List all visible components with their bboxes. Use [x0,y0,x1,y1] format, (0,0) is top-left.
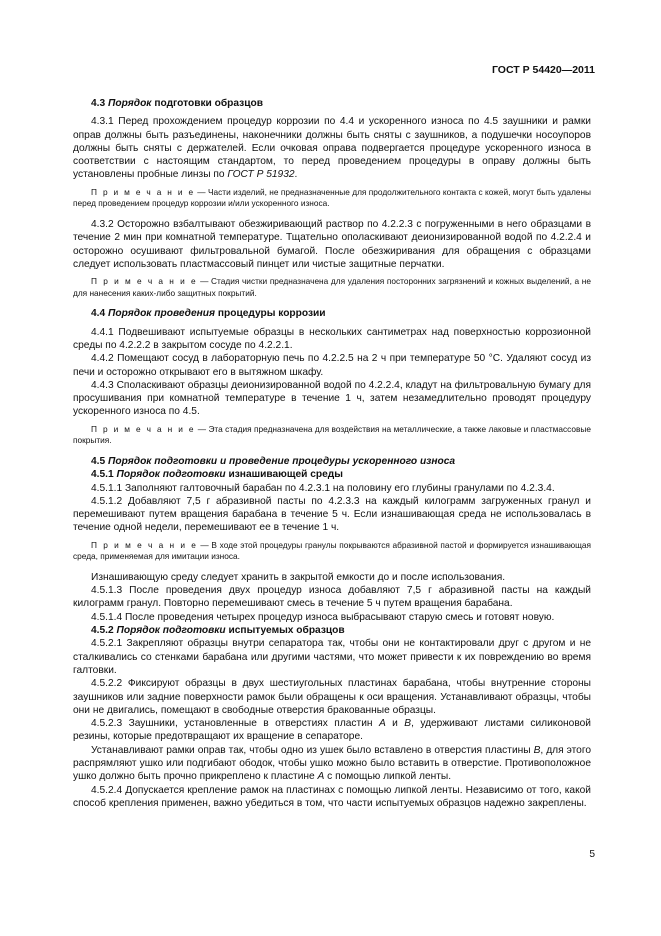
section-heading-4-4: 4.4 Порядок проведения процедуры коррозии [91,308,326,320]
paragraph-4-5-2-3: 4.5.2.3 Заушники, установленные в отверстиях пластин А и В, удерживают листами силиконовой резины, которые предотвращают их вращение в сепараторе. [73,718,591,743]
section-heading-4-5: 4.5 Порядок подготовки и проведение процедуры ускоренного износа [91,455,456,467]
paragraph-4-5-2-1: 4.5.2.1 Закрепляют образцы внутри сепаратора так, чтобы они не контактировали друг с другом и не сталкивались со стенками барабана или другими частями, что может привести к их повреждению во время галтовки. [73,638,591,676]
paragraph-4-5-1-2: 4.5.1.2 Добавляют 7,5 г абразивной пасты по 4.2.3.3 на каждый килограмм загруженных гранул и перемешивают путем вращения барабана в течение 5 ч. Если изнашивающая среда не использовалась в течение одной недели, перемешивают ее в течение 1 ч. [73,495,591,534]
standard-reference: ГОСТ Р 51932 [227,169,295,181]
paragraph-4-4-3: 4.4.3 Споласкивают образцы деионизированной водой по 4.2.2.4, кладут на фильтровальную бумагу для просушивания при комнатной температуре в течение 1 ч, затем незамедлительно проводят процедуру ускоренного износа по 4.5. [73,379,591,418]
page-number: 5 [589,849,595,860]
section-number: 4.3 [91,98,106,109]
paragraph-4-5-1-4: 4.5.1.4 После проведения четырех процедур износа выбрасывают старую смесь и готовят новую. [91,611,555,623]
paragraph-4-5-2-2: 4.5.2.2 Фиксируют образцы в двух шестиугольных пластинах барабана, чтобы внутренние стороны заушников или задние поверхности рамок были обращены к оси вращения. Устанавливают образцы, чтобы они не двигались, помещают в свободные отверстия бракованные образцы. [73,678,591,716]
note-label: П р и м е ч а н и е [91,276,198,287]
note-label: П р и м е ч а н и е [91,539,198,550]
paragraph-4-3-2: 4.3.2 Осторожно взбалтывают обезжиривающий раствор по 4.2.2.3 с погруженными в него образцами в течение 2 мин при комнатной температуре. Тщательно ополаскивают деионизированной водой по 4.2.2.4 и осторожно осушивают фильтровальной бумагой. После обезжиривания для обращения с образцами следует использовать пластмассовый пинцет или чистые защитные перчатки. [73,218,591,270]
paragraph-4-5-2-4: 4.5.2.4 Допускается крепление рамок на пластинах с помощью липкой ленты. Независимо от того, какой способ крепления применен, важно убедиться в том, что части испытуемых образцов надежно закреплены. [73,784,591,809]
paragraph-4-4-1: 4.4.1 Подвешивают испытуемые образцы в нескольких сантиметрах над поверхностью коррозионной среды по 4.2.2.2 в закрытом сосуде по 4.2.2.1. [73,326,591,351]
document-code: ГОСТ Р 54420—2011 [491,64,595,76]
section-heading-4-5-2: 4.5.2 Порядок подготовки испытуемых образцов [91,625,345,637]
note-4-5-1: П р и м е ч а н и е — В ходе этой процедуры гранулы покрываются абразивной пастой и формируется изнашивающая среда, применяемая для имитации износа. [73,539,592,562]
paragraph-4-5-1-3: 4.5.1.3 После проведения двух процедур износа добавляют 7,5 г абразивной пасты на каждый килограмм гранул. Повторно перемешивают смесь в течение 5 ч путем вращения барабана. [73,585,591,610]
paragraph-4-3-1: 4.3.1 Перед прохождением процедур коррозии по 4.4 и ускоренного износа по 4.5 заушники и рамки оправ должны быть разъединены, наконечники должны быть сняты с заушников, а подушечки носоупоров должны быть сняты с держателей. Если очковая оправа подвергается процедуре ускоренного износа в соответствии с настоящим стандартом, то перед проведением процедуры в оправу должны быть установлены пробные линзы по ГОСТ Р 51932. [73,116,591,181]
document-body [73,97,591,810]
note-label: П р и м е ч а н и е [91,423,196,434]
section-heading-4-3 [73,97,591,110]
paragraph-storage: Изнашивающую среду следует хранить в закрытой емкости до и после использования. [91,571,506,583]
note-4-3-2: П р и м е ч а н и е — Стадия чистки предназначена для удаления посторонних загрязнений и кожных выделений, а не для нанесения каких-либо защитных покрытий. [73,276,592,298]
section-heading-4-5-1: 4.5.1 Порядок подготовки изнашивающей среды [91,469,343,481]
paragraph-4-5-1-1: 4.5.1.1 Заполняют галтовочный барабан по 4.2.3.1 на половину его глубины гранулами по 4.2.3.4. [91,482,555,494]
section-title-italic: Порядок [108,98,152,109]
note-4-4: П р и м е ч а н и е — Эта стадия предназначена для воздействия на металлические, а также лаковые и пластмассовые покрытия. [73,423,591,446]
section-title-rest: подготовки образцов [154,98,263,109]
note-4-3-1: П р и м е ч а н и е — Части изделий, не предназначенные для продолжительного контакта с кожей, могут быть удалены перед проведением процедур коррозии и/или ускоренного износа. [73,186,591,209]
paragraph-4-4-2: 4.4.2 Помещают сосуд в лабораторную печь по 4.2.2.5 на 2 ч при температуре 50 °С. Удаляют сосуд из печи и осторожно открывают его в вытяжном шкафу. [73,353,591,378]
paragraph-frame-mounting: Устанавливают рамки оправ так, чтобы одно из ушек было вставлено в отверстия пластины В, для этого распрямляют ушко или подгибают ободок, чтобы ушко можно было вставить в отверстие. Противоположное ушко должно быть прочно прикреплено к пластине А с помощью липкой ленты. [73,744,591,783]
note-label: П р и м е ч а н и е [91,186,195,197]
